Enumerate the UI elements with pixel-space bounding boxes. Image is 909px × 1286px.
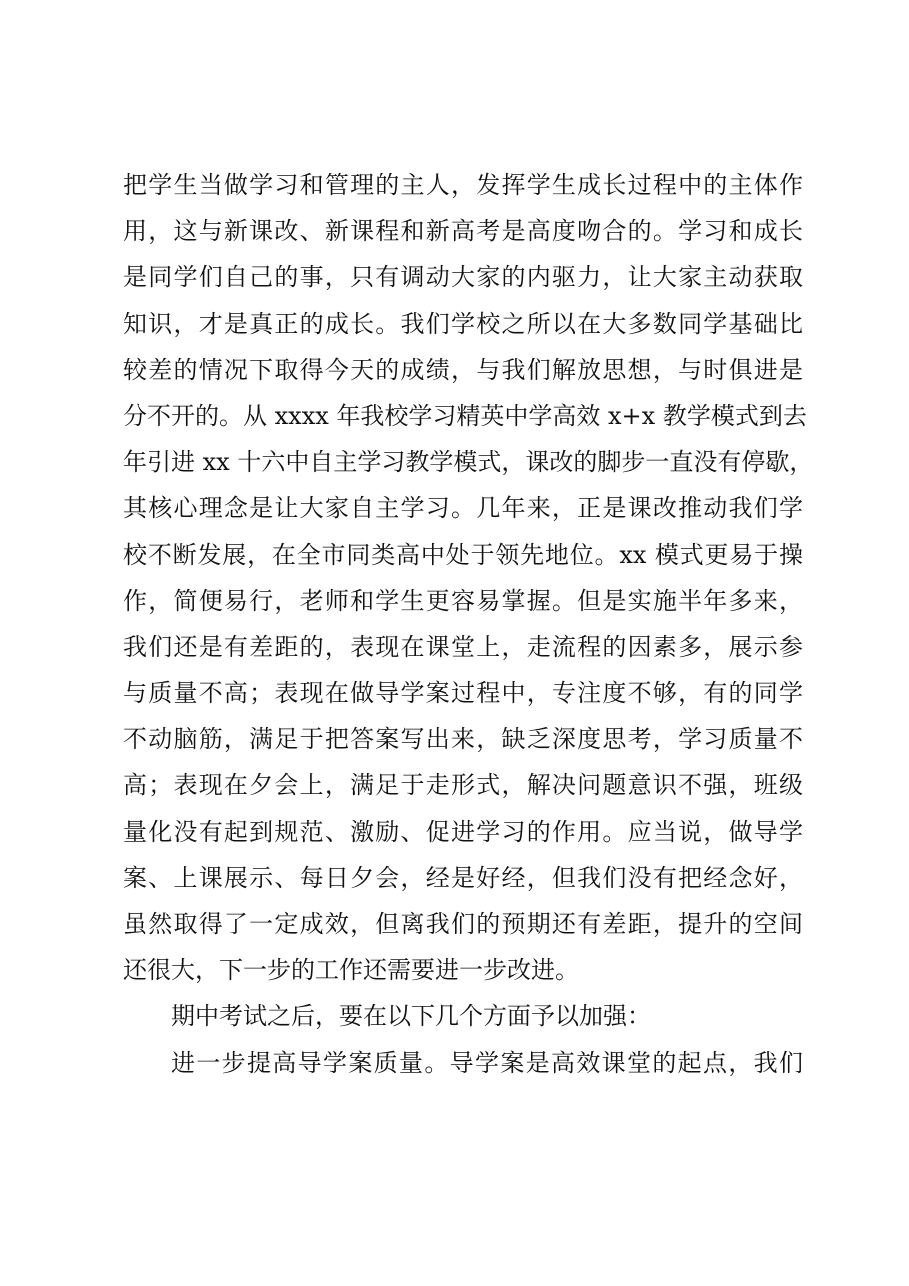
text-line: 其核心理念是让大家自主学习。几年来，正是课改推动我们学 bbox=[123, 494, 803, 523]
text-line: 与质量不高；表现在做导学案过程中，专注度不够，有的同学 bbox=[123, 679, 803, 708]
text-line: 把学生当做学习和管理的主人，发挥学生成长过程中的主体作 bbox=[123, 171, 803, 199]
text-line: 案、上课展示、每日夕会，经是好经，但我们没有把经念好， bbox=[123, 863, 803, 892]
text-line: 校不断发展，在全市同类高中处于领先地位。xx 模式更易于操 bbox=[123, 540, 803, 569]
text-line: 高；表现在夕会上，满足于走形式，解决问题意识不强，班级 bbox=[123, 771, 803, 800]
text-line: 不动脑筋，满足于把答案写出来，缺乏深度思考，学习质量不 bbox=[123, 725, 803, 754]
text-line: 分不开的。从 xxxx 年我校学习精英中学高效 x+x 教学模式到去 bbox=[123, 401, 807, 430]
text-line: 还很大，下一步的工作还需要进一步改进。 bbox=[123, 956, 579, 985]
text-line: 量化没有起到规范、激励、促进学习的作用。应当说，做导学 bbox=[123, 817, 803, 846]
text-line: 虽然取得了一定成效，但离我们的预期还有差距，提升的空间 bbox=[123, 910, 803, 938]
text-line: 知识，才是真正的成长。我们学校之所以在大多数同学基础比 bbox=[123, 309, 803, 338]
text-line: 是同学们自己的事，只有调动大家的内驱力，让大家主动获取 bbox=[123, 263, 803, 292]
paragraph-start: 进一步提高导学案质量。导学案是高效课堂的起点，我们 bbox=[171, 1048, 803, 1077]
text-line: 较差的情况下取得今天的成绩，与我们解放思想，与时俱进是 bbox=[123, 355, 803, 384]
text-line: 作，简便易行，老师和学生更容易掌握。但是实施半年多来， bbox=[123, 586, 803, 615]
text-line: 用，这与新课改、新课程和新高考是高度吻合的。学习和成长 bbox=[123, 217, 803, 246]
paragraph-intro: 期中考试之后，要在以下几个方面予以加强： bbox=[171, 1002, 651, 1031]
text-line: 我们还是有差距的，表现在课堂上，走流程的因素多，展示参 bbox=[123, 632, 803, 661]
text-line: 年引进 xx 十六中自主学习教学模式，课改的脚步一直没有停歇， bbox=[123, 448, 814, 477]
body-text bbox=[123, 162, 814, 1086]
